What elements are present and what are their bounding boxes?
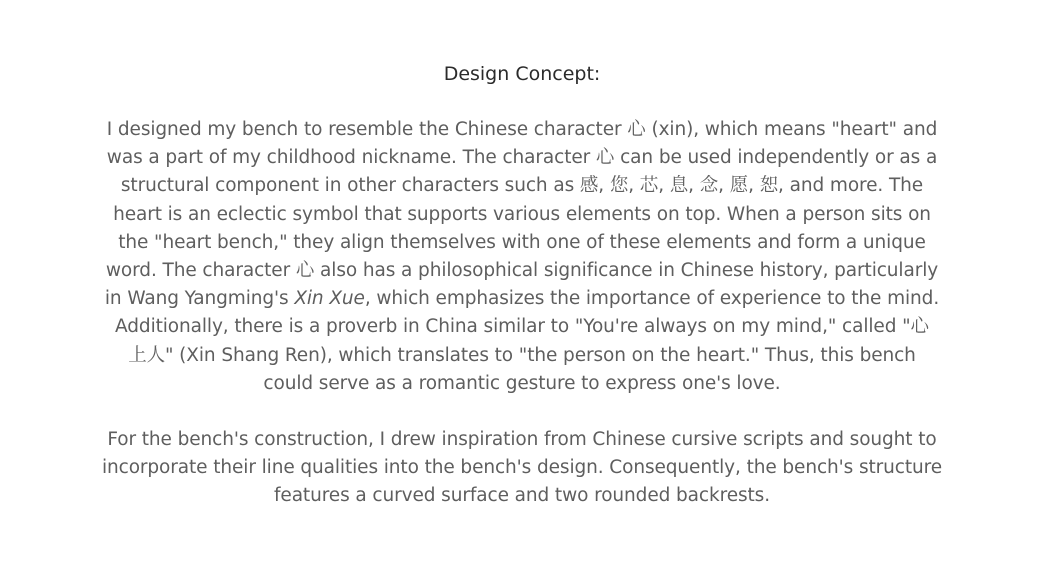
paragraph-line (96, 285, 948, 313)
paragraph-line: 上人" (Xin Shang Ren), which translates to "the person on the heart." Thus, this bench (128, 344, 916, 366)
paragraph-line: Additionally, there is a proverb in China similar to "You're always on my mind," called "心 (115, 316, 929, 338)
section-heading: Design Concept: (443, 63, 601, 85)
concept-paragraph (96, 116, 948, 398)
paragraph-line: was a part of my childhood nickname. The character 心 can be used independently or as a (106, 147, 938, 169)
italic-term: Xin Xue (294, 288, 365, 310)
paragraph-line: For the bench's construction, I drew inspiration from Chinese cursive scripts and sought to (107, 429, 937, 450)
paragraph-line: features a curved surface and two rounded backrests. (274, 485, 770, 507)
line-text: in Wang Yangming's (104, 288, 295, 310)
paragraph-line: the "heart bench," they align themselves with one of these elements and form a unique (118, 231, 926, 253)
paragraph-line: word. The character 心 also has a philosophical significance in Chinese history, particularly (105, 260, 939, 282)
line-text: , which emphasizes the importance of experience to the mind. (364, 288, 940, 310)
paragraph-line: could serve as a romantic gesture to express one's love. (263, 372, 781, 394)
paragraph-line: heart is an eclectic symbol that supports various elements on top. When a person sits on (113, 203, 931, 225)
paragraph-line: I designed my bench to resemble the Chinese character 心 (xin), which means "heart" and (106, 119, 938, 140)
paragraph-line: incorporate their line qualities into the bench's design. Consequently, the bench's structure (101, 457, 943, 479)
paragraph-line: structural component in other characters such as 感, 您, 芯, 息, 念, 愿, 恕, and more. The (120, 175, 924, 197)
construction-paragraph (96, 426, 948, 511)
